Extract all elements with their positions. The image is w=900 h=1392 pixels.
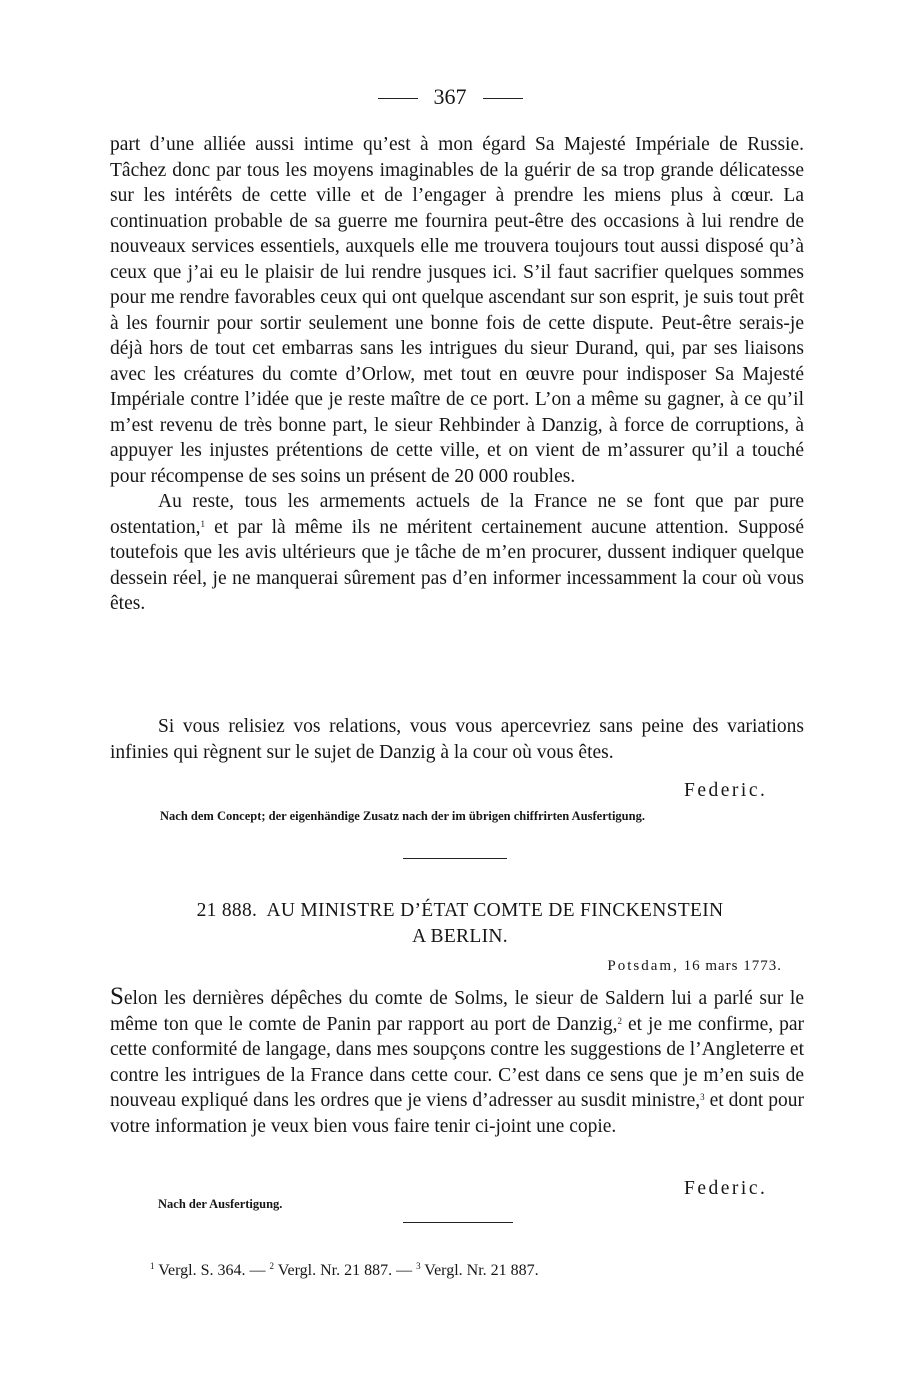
letter2-dateline xyxy=(607,958,782,975)
footnote-dash: — xyxy=(249,1262,266,1279)
letter2-addressee: AU MINISTRE D’ÉTAT COMTE DE FINCKENSTEIN xyxy=(266,900,724,921)
page-header xyxy=(0,84,900,110)
footnote-dash: — xyxy=(396,1262,413,1279)
letter1-source-note: Nach dem Concept; der eigenhändige Zusatz nach der im übrigen chiffrirten Ausfertigung. xyxy=(160,809,645,823)
letter2-source-note: Nach der Ausfertigung. xyxy=(158,1197,283,1211)
letter2-heading-line-1 xyxy=(100,898,820,924)
footnote-marker-3: 3 xyxy=(700,1092,705,1102)
letter2-heading xyxy=(100,898,820,950)
header-rule-right xyxy=(483,98,523,99)
letter2-number: 21 888. xyxy=(196,900,258,921)
footnote-1-mark: 1 xyxy=(150,1261,155,1271)
footnote-2-text: Vergl. Nr. 21 887. xyxy=(277,1262,393,1279)
letter2-place: Potsdam, xyxy=(607,958,679,974)
letter1-paragraph-1: part d’une alliée aussi intime qu’est à mon égard Sa Majesté Impériale de Russie. Tâchez donc par tous les moyens imaginables de la guérir de sa trop grande délicatesse sur les intérêts de cette ville et de l’engager à prendre les miens plus à cœur. La continuation probable de sa guerre me fournira peut-être des occasions à lui rendre de nouveaux services essentiels, auxquels elle me trouvera toujours tout aussi disposé qu’à ceux que j’ai eu le plaisir de lui rendre jusques ici. S’il faut sacrifier quelques sommes pour me rendre favorables ceux qui ont quelque ascendant sur son esprit, je suis tout prêt à les fournir pour sortir seulement une bonne fois de cette dispute. Peut-être serais-je déjà hors de tout cet embarras sans les intrigues du sieur Durand, qui, par ses liaisons avec les créatures du comte d’Orlow, met tout en œuvre pour indisposer Sa Majesté Impériale contre l’idée que je reste maître de ce port. L’on a même su gagner, à ce qu’il m’est revenu de très bonne part, le sieur Rehbinder à Danzig, à force de corruptions, à appuyer les injustes prétentions de cette ville, et on vient de m’assurer qu’il a touché pour récompense de ses soins un présent de 20 000 roubles. xyxy=(110,134,804,487)
letter2-signature: Federic. xyxy=(684,1178,768,1199)
letter2-text-c: et dont pour votre information je veux bien vous faire tenir ci-joint une copie. xyxy=(110,1090,805,1137)
letter2-text-b: et je me confirme, par cette conformité de langage, dans mes soupçons contre les suggestions de l’Angleterre et contre les intrigues de la France dans cette cour. C’est dans ce sens que je m’en suis de nouveau expliqué dans les ordres que je viens d’adresser au susdit ministre, xyxy=(110,1013,805,1111)
footnote-separator xyxy=(403,1222,513,1223)
letter1-signature: Federic. xyxy=(684,780,768,801)
letter2-dropcap: S xyxy=(110,983,124,1010)
footnote-marker-1: 1 xyxy=(200,518,205,529)
letter1-body xyxy=(110,132,804,617)
page-number: 367 xyxy=(433,84,467,109)
footnotes xyxy=(150,1262,770,1280)
section-separator xyxy=(403,858,507,859)
letter1-paragraph-3: Si vous relisiez vos relations, vous vous apercevriez sans peine des variations infinies qui règnent sur le sujet de Danzig à la cour où vous êtes. xyxy=(110,716,804,763)
letter1-paragraph-2 xyxy=(110,489,804,617)
footnote-3-mark: 3 xyxy=(416,1261,421,1271)
footnote-2-mark: 2 xyxy=(269,1261,274,1271)
letter2-body xyxy=(110,984,804,1139)
letter1-paragraph-2-text-b: et par là même ils ne méritent certainement aucune attention. Supposé toutefois que les avis ultérieurs que je tâche de m’en procurer, dussent indiquer quelque dessein réel, je ne manquerai sûrement pas d’en informer incessamment la cour où vous êtes. xyxy=(110,516,804,614)
letter2-paragraph xyxy=(110,984,804,1139)
letter2-date: 16 mars 1773. xyxy=(683,958,782,974)
footnote-1-text: Vergl. S. 364. xyxy=(158,1262,246,1279)
footnote-3-text: Vergl. Nr. 21 887. xyxy=(424,1262,539,1279)
footnote-marker-2: 2 xyxy=(617,1015,623,1026)
letter2-heading-line-2: A BERLIN. xyxy=(412,926,508,947)
letter1-paragraph-2-text-a: Au reste, tous les armements actuels de la France ne se font que par pure ostentation, xyxy=(110,491,804,538)
header-rule-left xyxy=(378,98,418,99)
letter1-postscript xyxy=(110,714,804,765)
letter2-text-a: elon les dernières dépêches du comte de Solms, le sieur de Saldern lui a parlé sur le même ton que le comte de Panin par rapport au port de Danzig, xyxy=(110,988,804,1035)
